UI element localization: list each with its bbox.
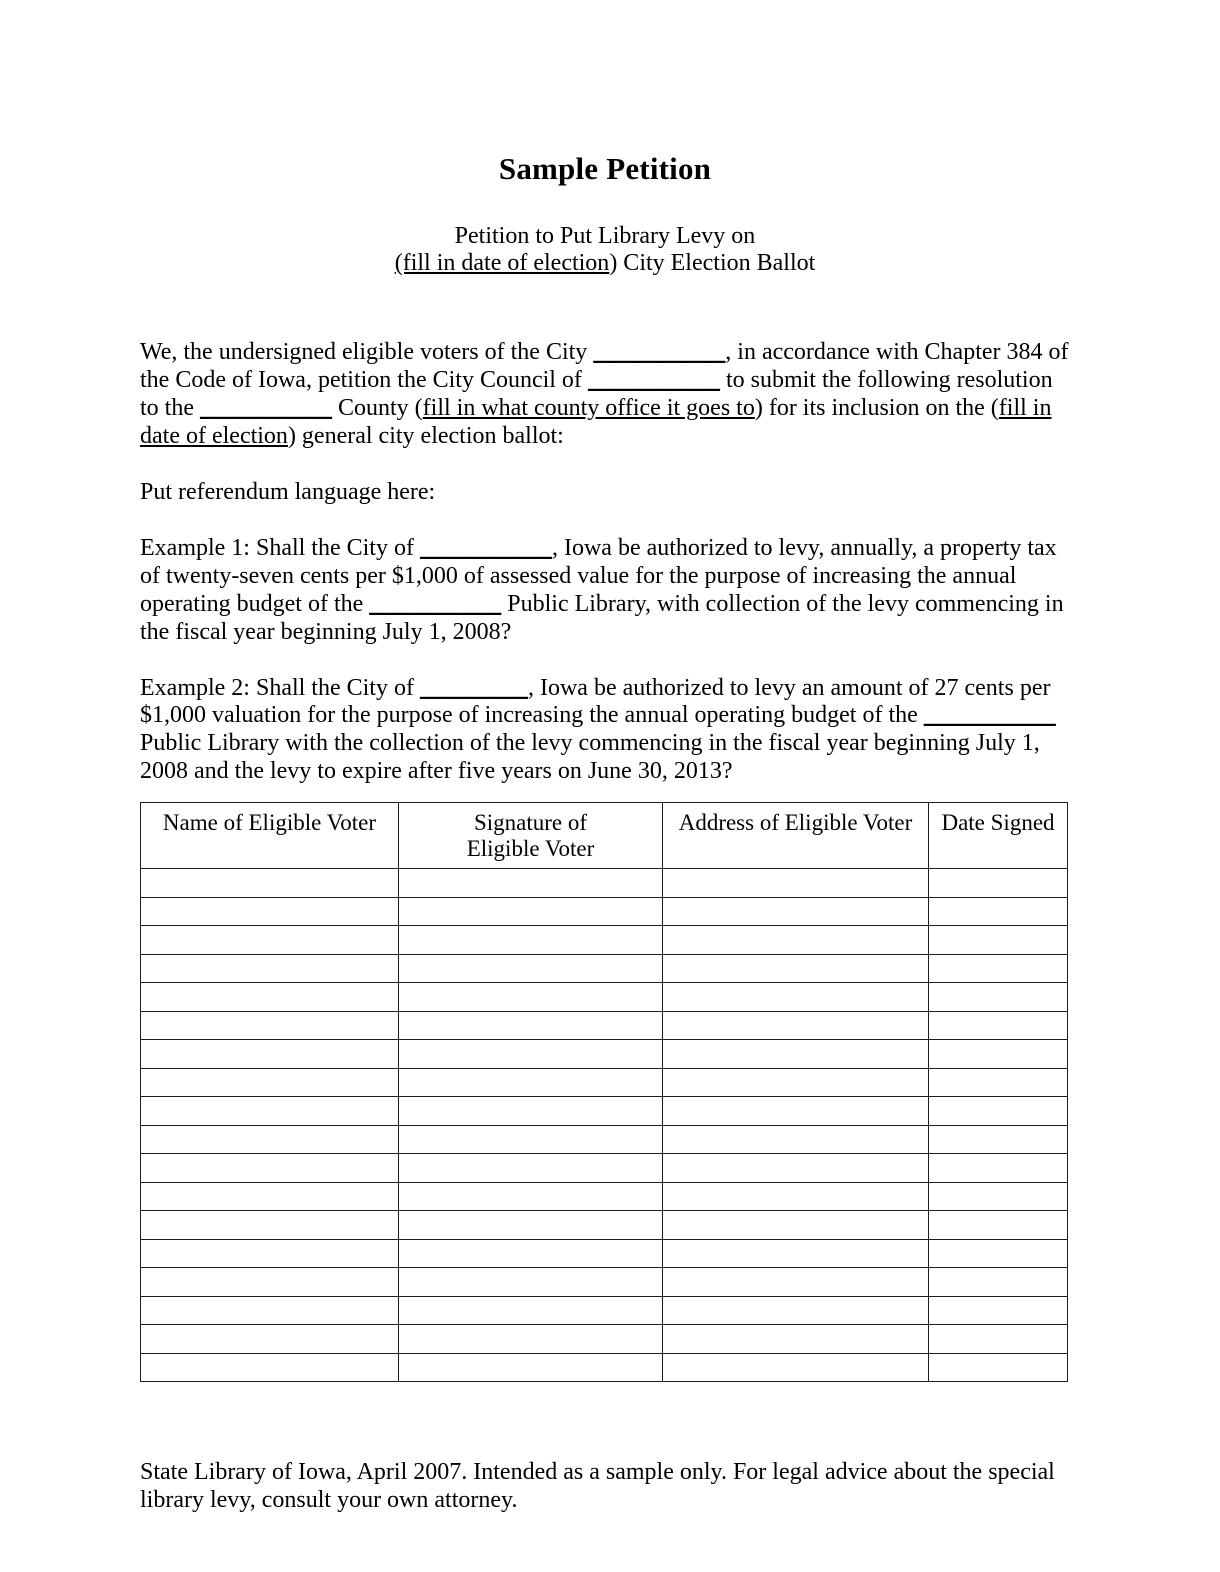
table-row bbox=[141, 1211, 1068, 1240]
signature-cell-name[interactable] bbox=[141, 1097, 399, 1126]
intro-text-2: , in accordance with Chapter 384 of the Code of Iowa, petition the City Council of bbox=[140, 338, 1069, 393]
table-row bbox=[141, 926, 1068, 955]
signature-cell-date[interactable] bbox=[929, 1154, 1068, 1183]
signature-cell-address[interactable] bbox=[663, 1325, 929, 1354]
signature-cell-name[interactable] bbox=[141, 1211, 399, 1240]
signature-cell-date[interactable] bbox=[929, 897, 1068, 926]
signature-cell-date[interactable] bbox=[929, 869, 1068, 898]
signature-cell-signature[interactable] bbox=[399, 1268, 663, 1297]
table-row bbox=[141, 1182, 1068, 1211]
subtitle-line-1: Petition to Put Library Levy on bbox=[454, 223, 756, 250]
table-row bbox=[141, 1239, 1068, 1268]
table-row bbox=[141, 1068, 1068, 1097]
signature-cell-name[interactable] bbox=[141, 1268, 399, 1297]
signature-cell-date[interactable] bbox=[929, 1097, 1068, 1126]
signature-cell-date[interactable] bbox=[929, 954, 1068, 983]
example-2-text-1: Example 2: Shall the City of bbox=[140, 674, 420, 701]
example-1-paragraph bbox=[140, 507, 1070, 647]
signature-cell-name[interactable] bbox=[141, 983, 399, 1012]
table-row bbox=[141, 954, 1068, 983]
example-2-paragraph bbox=[140, 647, 1070, 787]
signature-cell-address[interactable] bbox=[663, 926, 929, 955]
signature-cell-date[interactable] bbox=[929, 1353, 1068, 1382]
intro-blank-council[interactable]: ___________ bbox=[587, 366, 720, 393]
signature-cell-signature[interactable] bbox=[399, 1125, 663, 1154]
example-2-blank-city[interactable]: _________ bbox=[419, 674, 528, 701]
signature-cell-signature[interactable] bbox=[399, 1182, 663, 1211]
signature-cell-date[interactable] bbox=[929, 1068, 1068, 1097]
signature-cell-signature[interactable] bbox=[399, 1325, 663, 1354]
signature-cell-signature[interactable] bbox=[399, 869, 663, 898]
signature-cell-date[interactable] bbox=[929, 1239, 1068, 1268]
table-row bbox=[141, 983, 1068, 1012]
intro-text-5: ) for its inclusion on the ( bbox=[754, 394, 999, 421]
signature-cell-address[interactable] bbox=[663, 1097, 929, 1126]
signature-cell-signature[interactable] bbox=[399, 1040, 663, 1069]
subtitle-line-2-rest: ) City Election Ballot bbox=[609, 250, 816, 277]
signature-cell-date[interactable] bbox=[929, 983, 1068, 1012]
table-row bbox=[141, 1125, 1068, 1154]
table-row bbox=[141, 1353, 1068, 1382]
intro-blank-county[interactable]: ___________ bbox=[200, 394, 332, 421]
signature-cell-name[interactable] bbox=[141, 1182, 399, 1211]
example-2-blank-library[interactable]: ___________ bbox=[923, 702, 1056, 729]
signature-cell-date[interactable] bbox=[929, 1182, 1068, 1211]
signature-cell-signature[interactable] bbox=[399, 954, 663, 983]
signature-cell-signature[interactable] bbox=[399, 1353, 663, 1382]
table-row bbox=[141, 897, 1068, 926]
signature-cell-name[interactable] bbox=[141, 1239, 399, 1268]
document-subtitle bbox=[140, 187, 1070, 277]
signature-cell-date[interactable] bbox=[929, 1011, 1068, 1040]
signature-cell-signature[interactable] bbox=[399, 897, 663, 926]
signature-cell-name[interactable] bbox=[141, 926, 399, 955]
document-body bbox=[140, 0, 1070, 786]
signature-cell-name[interactable] bbox=[141, 1154, 399, 1183]
signature-cell-name[interactable] bbox=[141, 954, 399, 983]
intro-text-4: County ( bbox=[332, 394, 423, 421]
column-header-date: Date Signed bbox=[929, 803, 1068, 869]
signature-cell-name[interactable] bbox=[141, 1325, 399, 1354]
signature-cell-address[interactable] bbox=[663, 1154, 929, 1183]
table-header-row bbox=[141, 803, 1068, 869]
signature-cell-address[interactable] bbox=[663, 983, 929, 1012]
table-row bbox=[141, 1097, 1068, 1126]
signature-cell-date[interactable] bbox=[929, 1325, 1068, 1354]
signature-table-body bbox=[141, 869, 1068, 1382]
signature-table-header bbox=[141, 803, 1068, 869]
signature-cell-name[interactable] bbox=[141, 1040, 399, 1069]
signature-cell-signature[interactable] bbox=[399, 926, 663, 955]
example-1-blank-city[interactable]: ___________ bbox=[419, 534, 552, 561]
example-1-blank-library[interactable]: ___________ bbox=[369, 590, 502, 617]
signature-cell-name[interactable] bbox=[141, 1125, 399, 1154]
table-row bbox=[141, 1325, 1068, 1354]
signature-cell-date[interactable] bbox=[929, 1296, 1068, 1325]
signature-cell-address[interactable] bbox=[663, 1296, 929, 1325]
example-1-text-2: , Iowa be authorized to levy, annually, a property tax of twenty-seven cents per $1,000 of assessed value for the purpose of increasing the annual operating budget of the bbox=[140, 534, 1057, 617]
intro-text-3: to submit the following resolution to the bbox=[140, 366, 1053, 421]
example-1-text-1: Example 1: Shall the City of bbox=[140, 534, 420, 561]
signature-cell-date[interactable] bbox=[929, 1125, 1068, 1154]
table-row bbox=[141, 1040, 1068, 1069]
signature-cell-name[interactable] bbox=[141, 869, 399, 898]
intro-text-1: We, the undersigned eligible voters of the City bbox=[140, 338, 594, 365]
column-header-address: Address of Eligible Voter bbox=[663, 803, 929, 869]
signature-cell-address[interactable] bbox=[663, 1040, 929, 1069]
footer-disclaimer: State Library of Iowa, April 2007. Intended as a sample only. For legal advice about the special library levy, consult your own attorney. bbox=[140, 1459, 1055, 1514]
signature-cell-address[interactable] bbox=[663, 1353, 929, 1382]
example-2-text-3: Public Library with the collection of the levy commencing in the fiscal year beginning July 1, 2008 and the levy to expire after five years on June 30, 2013? bbox=[140, 730, 1040, 785]
subtitle-line-2 bbox=[140, 250, 1070, 277]
signature-cell-address[interactable] bbox=[663, 1011, 929, 1040]
intro-underline-county-office: fill in what county office it goes to bbox=[422, 394, 755, 421]
signature-cell-address[interactable] bbox=[663, 1068, 929, 1097]
intro-underline-date-election: fill in date of election bbox=[140, 394, 1052, 449]
signature-cell-signature[interactable] bbox=[399, 983, 663, 1012]
page-title: Sample Petition bbox=[498, 151, 712, 186]
table-row bbox=[141, 1296, 1068, 1325]
signature-cell-signature[interactable] bbox=[399, 1154, 663, 1183]
column-header-signature bbox=[399, 803, 663, 869]
intro-paragraph bbox=[140, 277, 1070, 451]
table-row bbox=[141, 1154, 1068, 1183]
signature-cell-name[interactable] bbox=[141, 897, 399, 926]
signature-cell-name[interactable] bbox=[141, 1011, 399, 1040]
example-2-text-2: , Iowa be authorized to levy an amount of 27 cents per $1,000 valuation for the purpose of increasing the annual operating budget of the bbox=[140, 674, 1051, 729]
table-row bbox=[141, 1268, 1068, 1297]
signature-cell-date[interactable] bbox=[929, 1268, 1068, 1297]
signature-cell-address[interactable] bbox=[663, 1211, 929, 1240]
referendum-prompt: Put referendum language here: bbox=[140, 478, 436, 505]
signature-cell-date[interactable] bbox=[929, 926, 1068, 955]
intro-blank-city[interactable]: ___________ bbox=[593, 338, 726, 365]
column-header-signature-line-1: Signature of bbox=[473, 810, 588, 835]
signature-cell-signature[interactable] bbox=[399, 1296, 663, 1325]
signature-cell-signature[interactable] bbox=[399, 1011, 663, 1040]
signature-cell-address[interactable] bbox=[663, 954, 929, 983]
signature-cell-address[interactable] bbox=[663, 1125, 929, 1154]
signature-cell-address[interactable] bbox=[663, 1182, 929, 1211]
example-1-text-3: Public Library, with collection of the levy commencing in the fiscal year beginning July 1, 2008? bbox=[140, 590, 1064, 645]
intro-text-6: ) general city election ballot: bbox=[287, 422, 564, 449]
signature-cell-name[interactable] bbox=[141, 1068, 399, 1097]
signature-cell-date[interactable] bbox=[929, 1211, 1068, 1240]
signature-cell-name[interactable] bbox=[141, 1296, 399, 1325]
signature-cell-address[interactable] bbox=[663, 897, 929, 926]
table-row bbox=[141, 869, 1068, 898]
signature-cell-signature[interactable] bbox=[399, 1097, 663, 1126]
signature-cell-address[interactable] bbox=[663, 1268, 929, 1297]
table-row bbox=[141, 1011, 1068, 1040]
signature-cell-date[interactable] bbox=[929, 1040, 1068, 1069]
signature-cell-address[interactable] bbox=[663, 1239, 929, 1268]
column-header-signature-line-2: Eligible Voter bbox=[466, 835, 595, 861]
signature-table bbox=[140, 802, 1068, 1382]
signature-cell-signature[interactable] bbox=[399, 1211, 663, 1240]
signature-cell-address[interactable] bbox=[663, 869, 929, 898]
subtitle-fill-in-date-underline: (fill in date of election bbox=[394, 250, 610, 277]
signature-cell-name[interactable] bbox=[141, 1353, 399, 1382]
signature-cell-signature[interactable] bbox=[399, 1239, 663, 1268]
column-header-name: Name of Eligible Voter bbox=[141, 803, 399, 869]
signature-cell-signature[interactable] bbox=[399, 1068, 663, 1097]
